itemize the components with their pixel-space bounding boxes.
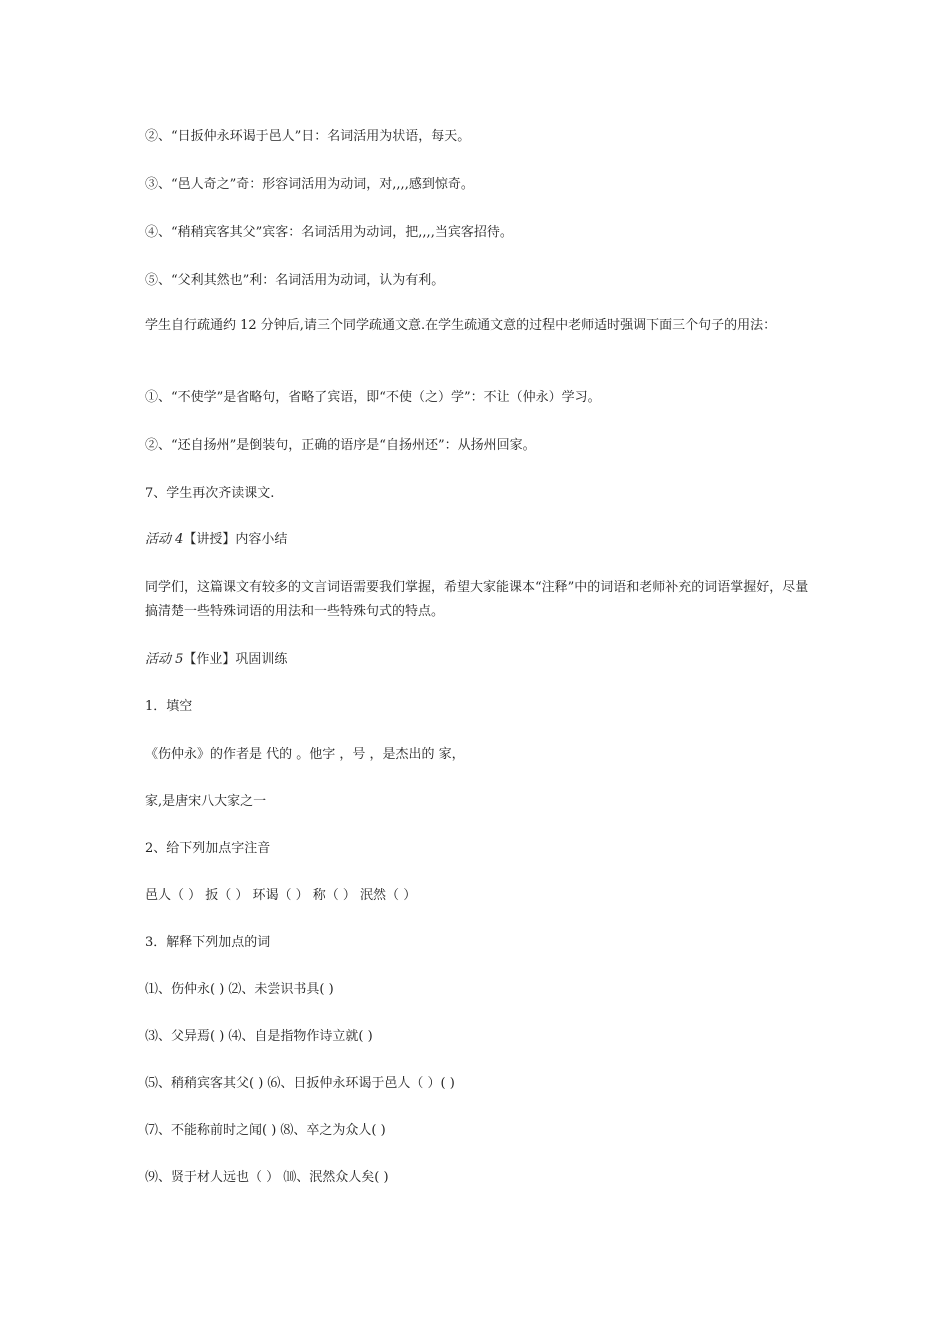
activity-5-tag: 【作业】 (183, 652, 236, 667)
activity-4-label: 活动 4 (145, 532, 184, 547)
activity-4-heading (145, 528, 810, 552)
exercise-3-row-1: ⑴、伤仲永( ) ⑵、未尝识书具( ) (145, 982, 334, 997)
activity-4-tag: 【讲授】 (183, 532, 236, 547)
paragraph-step-7: 7、学生再次齐读课文. (145, 486, 275, 501)
paragraph-usage-3: ③、“邑人奇之”奇：形容词活用为动词，对,,,,感到惊奇。 (145, 177, 474, 192)
paragraph-usage-5: ⑤、“父利其然也”利：名词活用为动词，认为有利。 (145, 273, 445, 288)
paragraph-sentence-1: ①、“不使学”是省略句，省略了宾语，即“不使（之）学”：不让（仲永）学习。 (145, 390, 601, 405)
paragraph-summary: 同学们，这篇课文有较多的文言词语需要我们掌握，希望大家能课本“注释”中的词语和老师补充的词语掌握好，尽量搞清楚一些特殊词语的用法和一些特殊句式的特点。 (145, 580, 809, 619)
exercise-3-heading: 3．解释下列加点的词 (145, 935, 271, 950)
exercise-2-heading: 2、给下列加点字注音 (145, 841, 271, 856)
exercise-3-row-3: ⑸、稍稍宾客其父( ) ⑹、日扳仲永环谒于邑人（ ）( ) (145, 1076, 455, 1091)
exercise-1-heading: 1．填空 (145, 699, 193, 714)
activity-5-title: 巩固训练 (235, 652, 288, 667)
activity-4-title: 内容小结 (235, 532, 288, 547)
exercise-2-items: 邑人（ ） 扳（ ） 环谒（ ） 称（ ） 泯然（ ） (145, 888, 417, 903)
paragraph-usage-4: ④、“稍稍宾客其父”宾客：名词活用为动词，把,,,,当宾客招待。 (145, 225, 513, 240)
exercise-1-line-2: 家,是唐宋八大家之一 (145, 794, 267, 809)
exercise-1-line-1: 《伤仲永》的作者是 代的 。他字 ，号 ，是杰出的 家， (145, 747, 465, 762)
activity-5-label: 活动 5 (145, 652, 184, 667)
exercise-3-row-4: ⑺、不能称前时之闻( ) ⑻、卒之为众人( ) (145, 1123, 386, 1138)
paragraph-sentence-2: ②、“还自扬州”是倒装句，正确的语序是“自扬州还”：从扬州回家。 (145, 438, 536, 453)
paragraph-usage-2: ②、“日扳仲永环谒于邑人”日：名词活用为状语，每天。 (145, 129, 471, 144)
exercise-3-row-2: ⑶、父异焉( ) ⑷、自是指物作诗立就( ) (145, 1029, 373, 1044)
activity-5-heading (145, 648, 810, 672)
paragraph-student-reading: 学生自行疏通约 12 分钟后,请三个同学疏通文意.在学生疏通文意的过程中老师适时强调下面三个句子的用法： (145, 318, 777, 333)
exercise-3-row-5: ⑼、贤于材人远也（ ） ⑽、泯然众人矣( ) (145, 1170, 389, 1185)
